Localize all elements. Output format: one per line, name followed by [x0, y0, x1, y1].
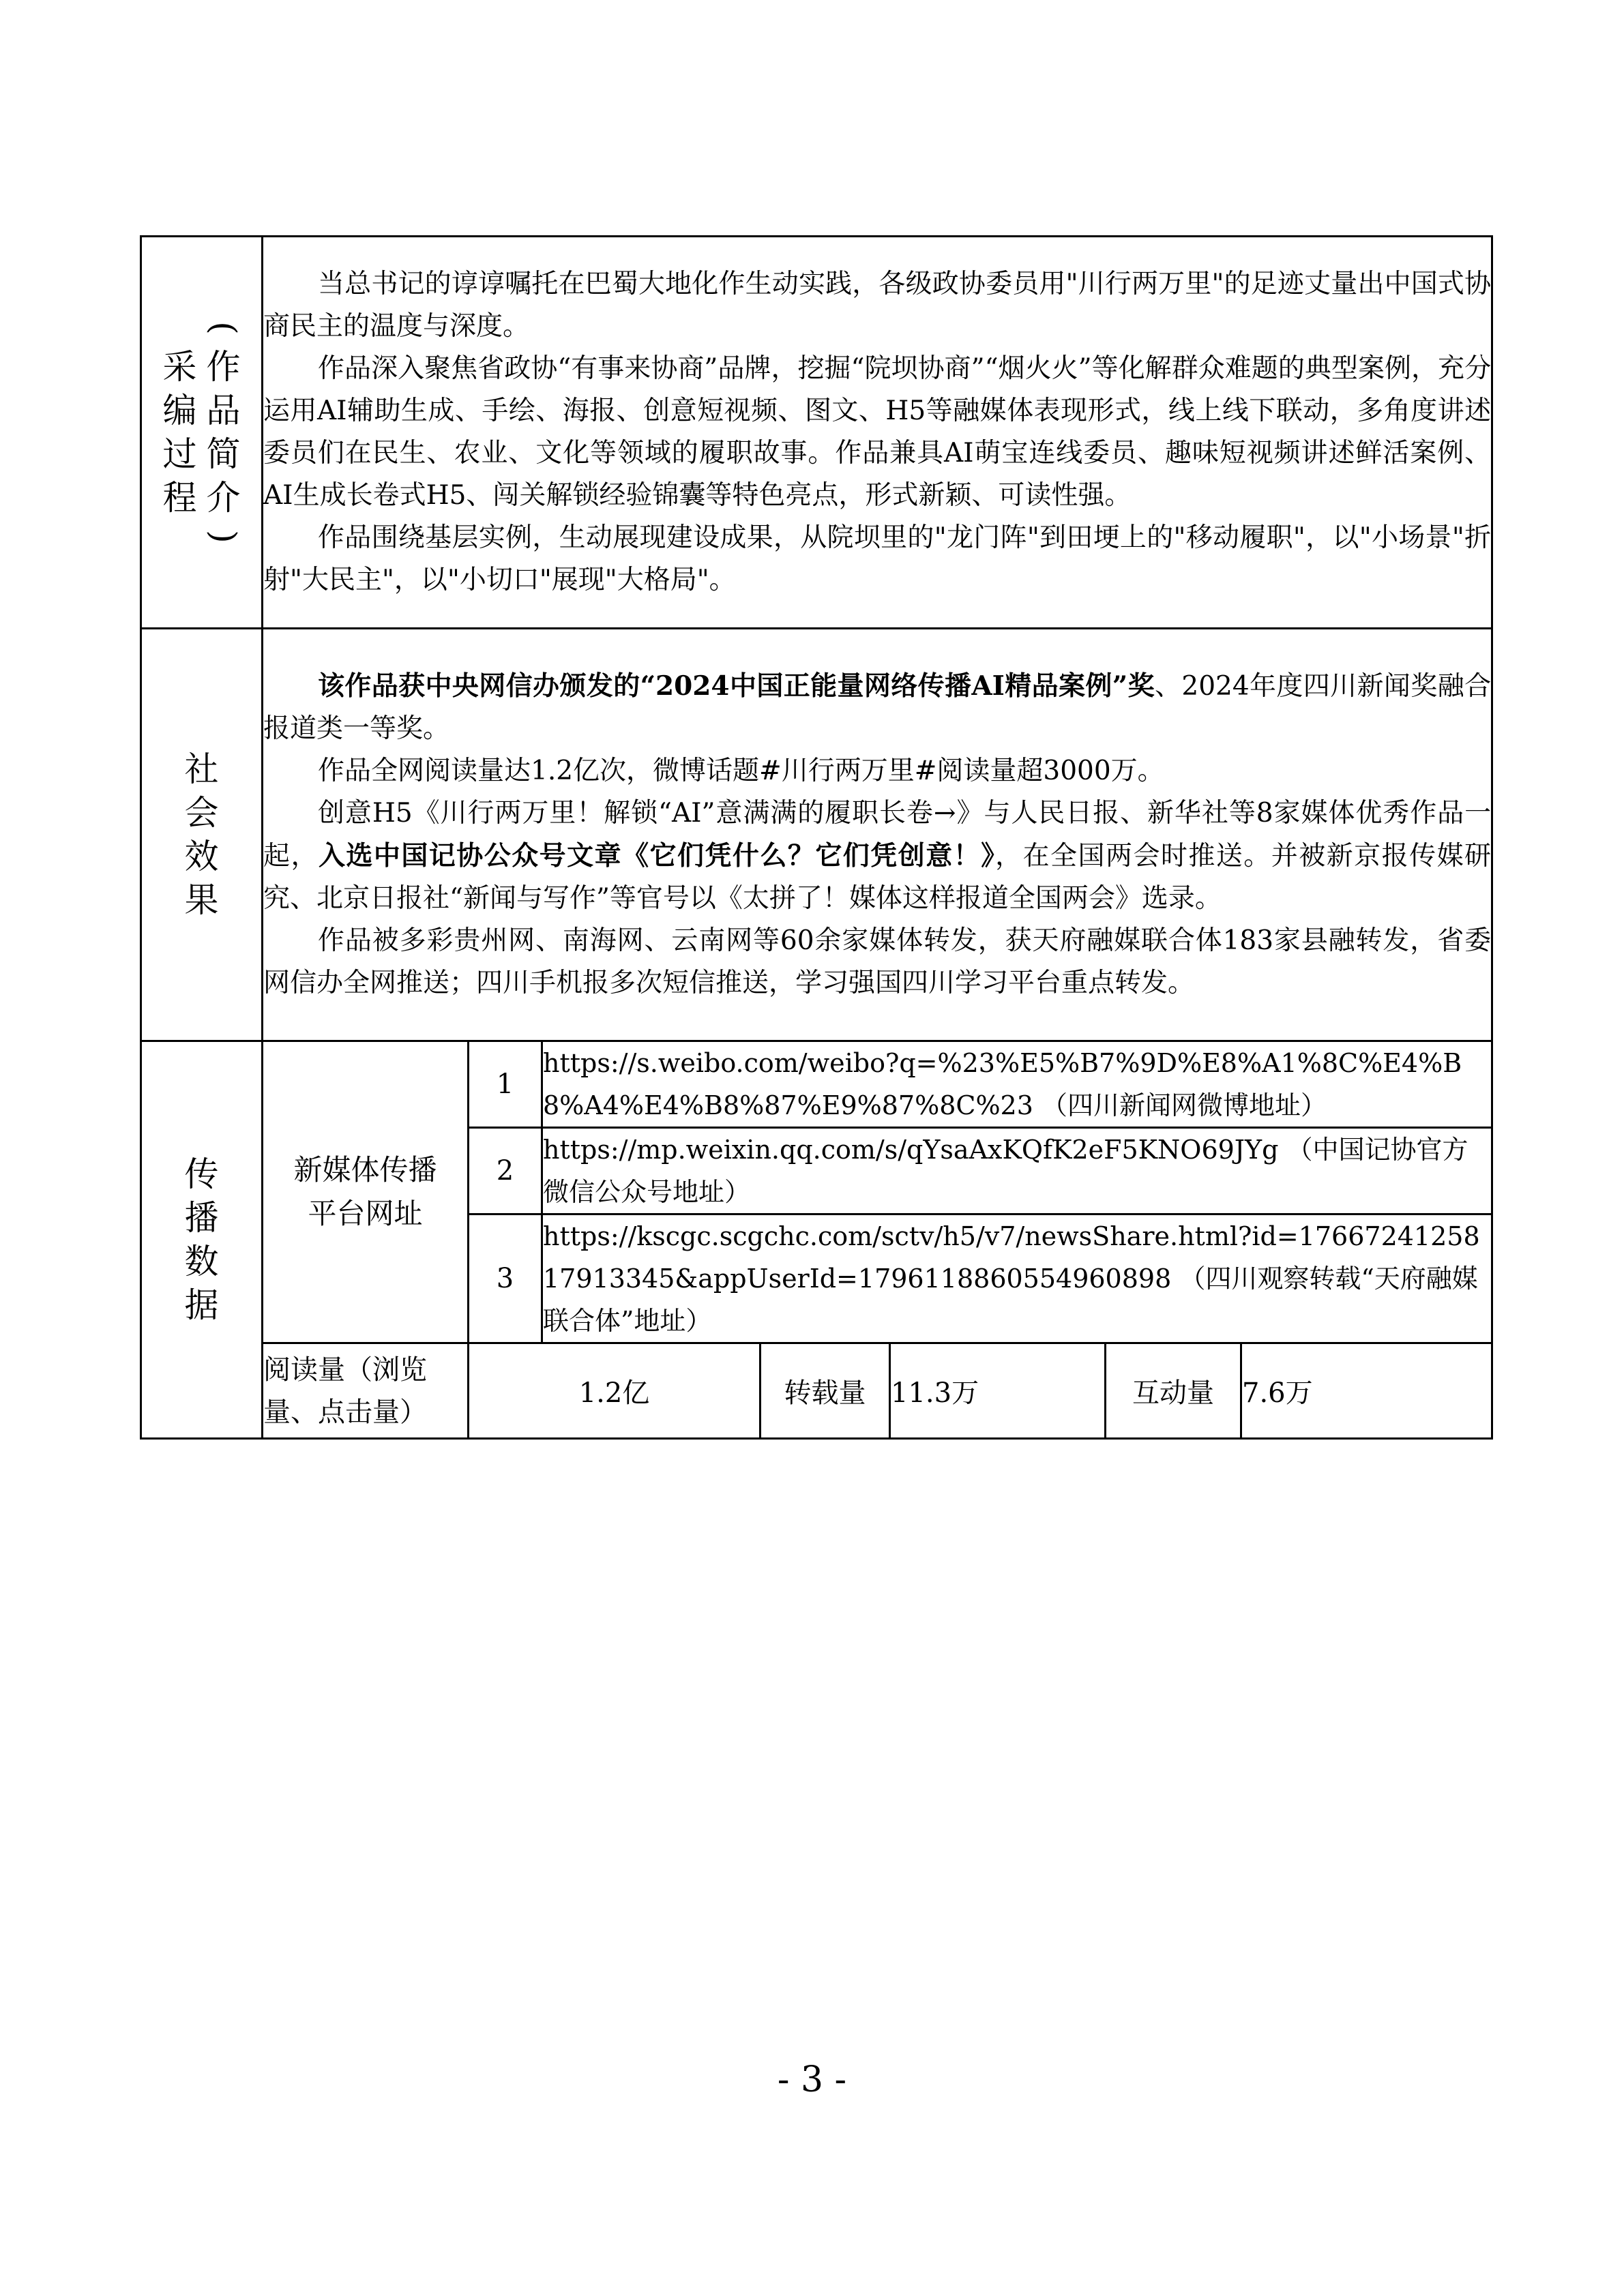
process-paragraph: 作品围绕基层实例，生动展现建设成果，从院坝里的"龙门阵"到田埂上的"移动履职"，以"小场景"折射"大民主"，以"小切口"展现"大格局"。: [263, 522, 1492, 595]
process-label-col-left: [158, 345, 202, 520]
close-paren: ): [203, 530, 243, 543]
entry-form-table: [140, 235, 1493, 1440]
process-row: [141, 237, 1492, 629]
reposts-label: 转载量: [761, 1343, 890, 1439]
page-number: - 3 -: [777, 2059, 847, 2100]
process-paragraph: 作品深入聚焦省政协“有事来协商”品牌，挖掘“院坝协商”“烟火火”等化解群众难题的典型案例，充分运用AI辅助生成、手绘、海报、创意短视频、图文、H5等融媒体表现形式，线上线下联动，多角度讲述委员们在民生、农业、文化等领域的履职故事。作品兼具AI萌宝连线委员、趣味短视频讲述鲜活案例、AI生成长卷式H5、闯关解锁经验锦囊等特色亮点，形式新颖、可读性强。: [263, 353, 1492, 511]
label-char: 果: [184, 880, 219, 920]
effect-label: [180, 747, 224, 922]
label-char: 品: [206, 391, 241, 430]
effect-paragraph: 作品被多彩贵州网、南海网、云南网等60余家媒体转发，获天府融媒联合体183家县融转发，省委网信办全网推送；四川手机报多次短信推送，学习强国四川学习平台重点转发。: [263, 925, 1492, 998]
process-label: [158, 311, 246, 554]
label-char: 采: [162, 347, 197, 387]
url-number: 3: [469, 1214, 542, 1343]
platform-label-text: 新媒体传播平台网址: [293, 1153, 437, 1230]
effect-text: ，在全国两会时推送。并被新京报传媒研究、北京日报社“新闻与写作”等官号以《太拼了！媒体这样报道全国两会》选录。: [263, 841, 1492, 914]
effect-label-cell: [141, 629, 263, 1041]
spread-label-cell: [141, 1041, 263, 1439]
process-paragraph: 当总书记的谆谆嘱托在巴蜀大地化作生动实践，各级政协委员用"川行两万里"的足迹丈量出中国式协商民主的温度与深度。: [263, 269, 1492, 342]
reads-label: 阅读量（浏览量、点击量）: [263, 1343, 469, 1439]
url-link[interactable]: https://mp.weixin.qq.com/s/qYsaAxKQfK2eF5KNO69JYg （中国记协官方微信公众号地址）: [542, 1128, 1492, 1214]
label-char: 简: [206, 434, 241, 474]
effect-content: [263, 629, 1492, 1041]
process-label-cell: [141, 237, 263, 629]
selection-highlight: 入选中国记协公众号文章《它们凭什么？它们凭创意！》: [318, 840, 996, 871]
label-char: 程: [162, 478, 197, 518]
url-row-1: [141, 1041, 1492, 1128]
open-paren: (: [203, 321, 243, 335]
effect-paragraph: [263, 792, 1491, 920]
process-content: [263, 237, 1492, 629]
url-link[interactable]: https://s.weibo.com/weibo?q=%23%E5%B7%9D%E8%A1%8C%E4%B8%A4%E4%B8%87%E9%87%8C%23 （四川新闻网微博地址）: [542, 1041, 1492, 1128]
interactions-value: 7.6万: [1241, 1343, 1492, 1439]
reposts-value: 11.3万: [890, 1343, 1106, 1439]
effect-text: 、2024年度四川新闻奖融合报道类一等奖。: [263, 671, 1492, 744]
label-char: 播: [184, 1198, 219, 1238]
url-link[interactable]: https://kscgc.scgchc.com/sctv/h5/v7/newsShare.html?id=1766724125817913345&appUserId=1796118860554960898 （四川观察转载“天府融媒联合体”地址）: [542, 1214, 1492, 1343]
process-label-col-right: [202, 311, 246, 554]
interactions-label: 互动量: [1106, 1343, 1241, 1439]
effect-row: [141, 629, 1492, 1041]
label-char: 社: [184, 749, 219, 789]
effect-paragraph: [263, 665, 1491, 750]
label-char: 编: [162, 391, 197, 430]
award-highlight: 该作品获中央网信办颁发的“2024中国正能量网络传播AI精品案例”奖: [318, 670, 1155, 702]
stats-row: [141, 1343, 1492, 1439]
label-char: 效: [184, 837, 219, 876]
platform-label: [263, 1041, 469, 1343]
url-number: 1: [469, 1041, 542, 1128]
effect-text: 创意H5《川行两万里！解锁“AI”意满满的履职长卷→》与人民日报、新华社等8家媒体优秀作品一起，: [263, 798, 1492, 871]
label-char: 过: [162, 434, 197, 474]
label-char: 数: [184, 1242, 219, 1281]
label-char: 传: [184, 1154, 219, 1194]
spread-label: [180, 1152, 224, 1327]
label-char: 会: [184, 793, 219, 833]
reads-value: 1.2亿: [469, 1343, 761, 1439]
effect-paragraph: 作品全网阅读量达1.2亿次，微博话题#川行两万里#阅读量超3000万。: [318, 756, 1164, 786]
label-char: 作: [206, 347, 241, 387]
url-number: 2: [469, 1128, 542, 1214]
label-char: 介: [206, 478, 241, 518]
label-char: 据: [184, 1285, 219, 1325]
